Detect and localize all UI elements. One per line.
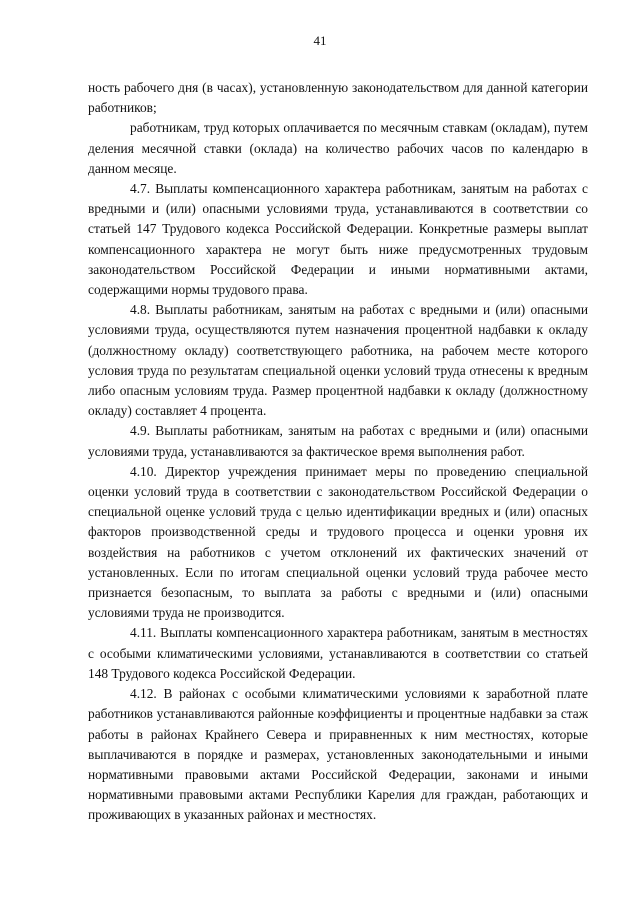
paragraph-4-12: 4.12. В районах с особыми климатическими условиями к заработной плате работников устанавливаются районные коэффициенты и процентные надбавки за стаж работы в районах Крайнего Севера и приравненных к ним местностях, которые выплачиваются в порядке и размерах, установленных законодательными и иными нормативными правовыми актами Российской Федерации, законами и иными нормативными правовыми актами Республики Карелия для граждан, работающих и проживающих в указанных районах и местностях.	[88, 686, 588, 823]
paragraph-4-10: 4.10. Директор учреждения принимает меры по проведению специальной оценки условий труда в соответствии с законодательством Российской Федерации о специальной оценке условий труда с целью идентификации вредных и (или) опасных факторов производственной среды и трудового процесса и оценки уровня их воздействия на работников с учетом отклонений их фактических значений от установленных. Если по итогам специальной оценки условий труда рабочее место признается безопасным, то выплата за работы с вредными и (или) опасными условиями труда не производится.	[88, 463, 588, 621]
paragraph-4-8: 4.8. Выплаты работникам, занятым на работах с вредными и (или) опасными условиями труда, осуществляются путем назначения процентной надбавки к окладу (должностному окладу) соответствующего работника, на рабочем месте которого условия труда по результатам специальной оценки условий труда отнесены к вредным либо опасным условиям труда. Размер процентной надбавки к окладу (должностному окладу) составляет 4 процента.	[88, 302, 588, 419]
document-body	[88, 78, 588, 826]
paragraph-continuation: ность рабочего дня (в часах), установленную законодательством для данной категории работников;	[88, 80, 588, 116]
paragraph-4-9: 4.9. Выплаты работникам, занятым на работах с вредными и (или) опасными условиями труда, устанавливаются за фактическое время выполнения работ.	[88, 423, 588, 459]
paragraph-monthly-rate: работникам, труд которых оплачивается по месячным ставкам (окладам), путем деления месячной ставки (оклада) на количество рабочих часов по календарю в данном месяце.	[88, 120, 588, 176]
paragraph-4-11: 4.11. Выплаты компенсационного характера работникам, занятым в местностях с особыми климатическими условиями, устанавливаются в соответствии со статьей 148 Трудового кодекса Российской Федерации.	[88, 625, 588, 681]
paragraph-4-7: 4.7. Выплаты компенсационного характера работникам, занятым на работах с вредными и (или) опасными условиями труда, устанавливаются в соответствии со статьей 147 Трудового кодекса Российской Федерации. Конкретные размеры выплат компенсационного характера не могут быть ниже предусмотренных трудовым законодательством Российской Федерации и иными нормативными актами, содержащими нормы трудового права.	[88, 181, 588, 298]
page-number: 41	[313, 33, 327, 48]
